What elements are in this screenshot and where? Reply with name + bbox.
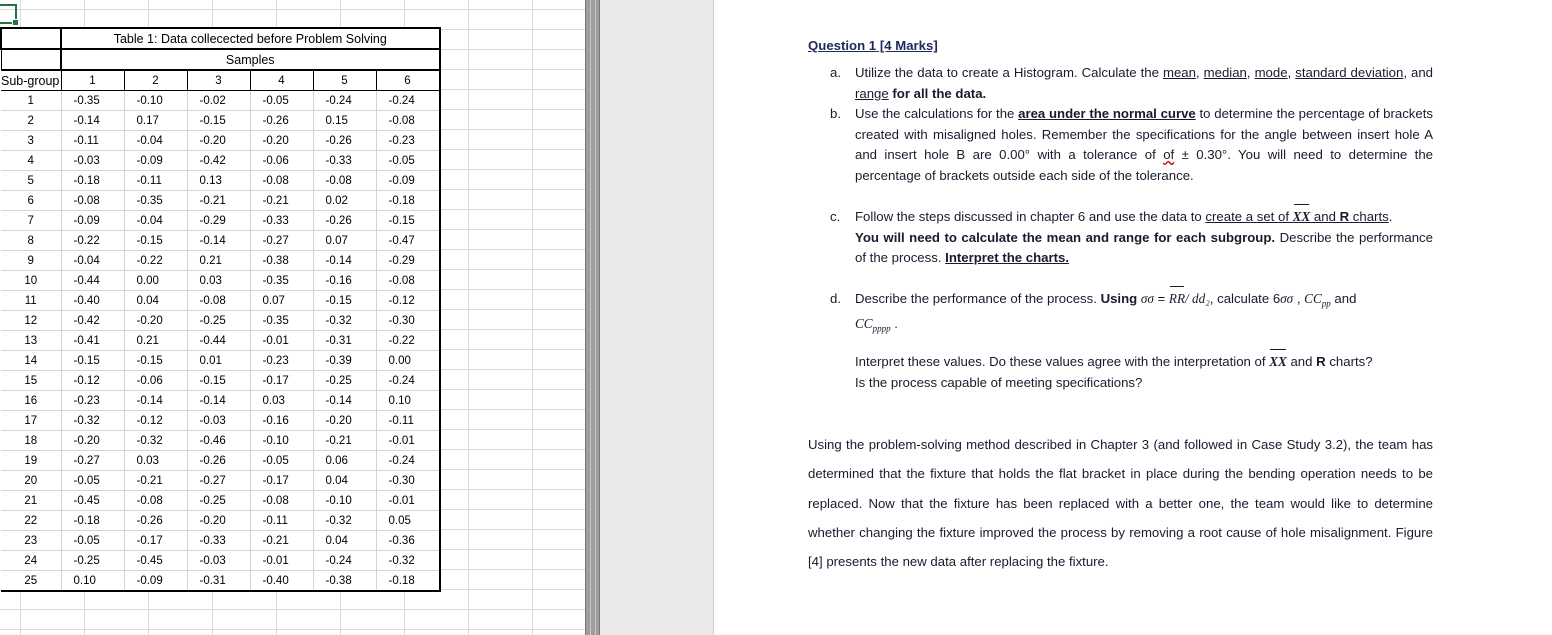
sample-value-cell[interactable]: -0.40 (250, 571, 313, 592)
sample-value-cell[interactable]: -0.31 (187, 571, 250, 592)
samples-header[interactable]: Samples (61, 49, 440, 70)
sample-value-cell[interactable]: -0.15 (61, 351, 124, 371)
sample-value-cell[interactable]: -0.20 (124, 311, 187, 331)
sample-value-cell[interactable]: 0.04 (313, 471, 376, 491)
sample-value-cell[interactable]: -0.05 (61, 471, 124, 491)
sample-value-cell[interactable]: -0.45 (124, 551, 187, 571)
sample-value-cell[interactable]: -0.25 (313, 371, 376, 391)
table-row (1, 511, 440, 531)
sample-value-cell[interactable]: -0.15 (313, 291, 376, 311)
sample-value-cell[interactable]: -0.21 (124, 471, 187, 491)
sample-value-cell[interactable]: -0.22 (124, 251, 187, 271)
sample-value-cell[interactable]: -0.26 (313, 131, 376, 151)
sample-value-cell[interactable]: -0.30 (376, 311, 440, 331)
sample-value-cell[interactable]: -0.42 (61, 311, 124, 331)
sample-value-cell[interactable]: -0.21 (250, 531, 313, 551)
sample-value-cell[interactable]: 0.21 (124, 331, 187, 351)
sample-value-cell[interactable]: -0.05 (61, 531, 124, 551)
sample-value-cell[interactable]: -0.46 (187, 431, 250, 451)
table-row (1, 531, 440, 551)
sample-value-cell[interactable]: -0.29 (187, 211, 250, 231)
sample-value-cell[interactable]: 0.04 (124, 291, 187, 311)
sample-value-cell[interactable]: -0.15 (187, 111, 250, 131)
sample-value-cell[interactable]: 0.00 (376, 351, 440, 371)
case-study-paragraph: Using the problem-solving method described in Chapter 3 (and followed in Case Study 3.2), the team has determined that the fixture that holds the flat bracket in place during the bending operation needs to be replaced. Now that the fixture has been replaced with a better one, the team would like to determine whether changing the fixture improved the process by removing a root cause of hole misalignment. Figure [4] presents the new data after replacing the fixture. (808, 437, 1433, 570)
sample-value-cell[interactable]: 0.06 (313, 451, 376, 471)
sample-value-cell[interactable]: -0.15 (376, 211, 440, 231)
sample-value-cell[interactable]: -0.06 (124, 371, 187, 391)
sample-value-cell[interactable]: 0.07 (313, 231, 376, 251)
sample-value-cell[interactable]: -0.03 (61, 151, 124, 171)
item-a-label: a. (830, 65, 841, 80)
sample-value-cell[interactable]: -0.08 (376, 111, 440, 131)
sample-value-cell[interactable]: -0.20 (313, 411, 376, 431)
blank-cell[interactable] (1, 49, 61, 70)
sample-value-cell[interactable]: -0.10 (313, 491, 376, 511)
sample-value-cell[interactable]: -0.02 (187, 91, 250, 111)
subgroup-number-cell[interactable]: 17 (1, 411, 61, 431)
sample-value-cell[interactable]: -0.26 (187, 451, 250, 471)
sample-value-cell[interactable]: -0.23 (250, 351, 313, 371)
sample-value-cell[interactable]: -0.21 (250, 191, 313, 211)
sample-number-header[interactable]: 1 (61, 70, 124, 91)
sample-value-cell[interactable]: -0.11 (376, 411, 440, 431)
sample-value-cell[interactable]: -0.09 (124, 571, 187, 592)
interpret-text: Interpret these values. Do these values agree with the interpretation of XX and R charts? Is the process capable of meeting specifications? (855, 354, 1373, 390)
subgroup-number-cell[interactable]: 15 (1, 371, 61, 391)
subgroup-number-cell[interactable]: 1 (1, 91, 61, 111)
sample-value-cell[interactable]: -0.32 (61, 411, 124, 431)
pane-splitter[interactable] (585, 0, 600, 635)
table-row (1, 571, 440, 592)
sample-value-cell[interactable]: -0.08 (61, 191, 124, 211)
sample-value-cell[interactable]: -0.14 (61, 111, 124, 131)
table-row (1, 291, 440, 311)
sample-value-cell[interactable]: -0.10 (250, 431, 313, 451)
table-row (1, 371, 440, 391)
sample-value-cell[interactable]: -0.08 (187, 291, 250, 311)
sample-value-cell[interactable]: -0.14 (313, 391, 376, 411)
sample-value-cell[interactable]: -0.44 (187, 331, 250, 351)
sample-value-cell[interactable]: -0.33 (313, 151, 376, 171)
sample-value-cell[interactable]: -0.09 (124, 151, 187, 171)
sample-value-cell[interactable]: 0.13 (187, 171, 250, 191)
sample-value-cell[interactable]: 0.03 (187, 271, 250, 291)
table-row (1, 171, 440, 191)
sample-value-cell[interactable]: -0.20 (61, 431, 124, 451)
sample-value-cell[interactable]: -0.06 (250, 151, 313, 171)
sample-value-cell[interactable]: -0.20 (187, 131, 250, 151)
item-b: b. Use the calculations for the area under the normal curve to determine the percentage of brackets created with misaligned holes. Remember the specifications for the angle between insert hole A and insert hole B are 0.00° with a tolerance of of ± 0.30°. You will need to determine the percentage of brackets outside each side of the tolerance. (830, 106, 1433, 183)
item-a: a. Utilize the data to create a Histogram. Calculate the mean, median, mode, standard deviation, and range for all the data. (830, 65, 1434, 101)
sample-value-cell[interactable]: -0.40 (61, 291, 124, 311)
table-row (1, 551, 440, 571)
table-row (1, 391, 440, 411)
sample-value-cell[interactable]: -0.17 (250, 471, 313, 491)
sample-value-cell[interactable]: -0.32 (376, 551, 440, 571)
sample-value-cell[interactable]: -0.33 (187, 531, 250, 551)
sample-value-cell[interactable]: -0.15 (124, 231, 187, 251)
sample-value-cell[interactable]: -0.42 (187, 151, 250, 171)
sample-value-cell[interactable]: -0.04 (61, 251, 124, 271)
sample-value-cell[interactable]: -0.21 (187, 191, 250, 211)
table-row (1, 231, 440, 251)
sample-value-cell[interactable]: -0.05 (250, 451, 313, 471)
subgroup-number-cell[interactable]: 20 (1, 471, 61, 491)
sample-value-cell[interactable]: -0.16 (250, 411, 313, 431)
sample-value-cell[interactable]: -0.35 (61, 91, 124, 111)
sample-value-cell[interactable]: -0.27 (250, 231, 313, 251)
sample-value-cell[interactable]: -0.09 (61, 211, 124, 231)
sample-value-cell[interactable]: -0.18 (376, 571, 440, 592)
sample-value-cell[interactable]: -0.05 (376, 151, 440, 171)
sample-value-cell[interactable]: -0.32 (313, 311, 376, 331)
sample-value-cell[interactable]: -0.18 (376, 191, 440, 211)
sample-number-header[interactable]: 2 (124, 70, 187, 91)
sample-value-cell[interactable]: -0.04 (124, 131, 187, 151)
table-row (1, 491, 440, 511)
sample-value-cell[interactable]: -0.08 (250, 491, 313, 511)
sample-value-cell[interactable]: -0.14 (124, 391, 187, 411)
sample-value-cell[interactable]: -0.11 (61, 131, 124, 151)
sample-value-cell[interactable]: -0.03 (187, 411, 250, 431)
table-row (1, 151, 440, 171)
table-row (1, 271, 440, 291)
table-row (1, 331, 440, 351)
sample-value-cell[interactable]: -0.27 (61, 451, 124, 471)
sample-value-cell[interactable]: 0.10 (376, 391, 440, 411)
sample-value-cell[interactable]: -0.44 (61, 271, 124, 291)
sample-value-cell[interactable]: -0.26 (124, 511, 187, 531)
sample-value-cell[interactable]: -0.27 (187, 471, 250, 491)
item-b-label: b. (830, 106, 841, 121)
sample-value-cell[interactable]: -0.18 (61, 511, 124, 531)
sample-value-cell[interactable]: -0.35 (124, 191, 187, 211)
subgroup-number-cell[interactable]: 16 (1, 391, 61, 411)
sample-value-cell[interactable]: -0.25 (187, 491, 250, 511)
subgroup-number-cell[interactable]: 24 (1, 551, 61, 571)
sample-value-cell[interactable]: 0.01 (187, 351, 250, 371)
subgroup-header[interactable]: Sub-group (1, 70, 61, 91)
sample-value-cell[interactable]: -0.14 (313, 251, 376, 271)
item-c: c. Follow the steps discussed in chapter 6 and use the data to create a set of XX and R charts. You will need to calculate the mean and range for each subgroup. Describe the performance of the process. Interpret the charts. (830, 209, 1433, 265)
sample-number-header[interactable]: 3 (187, 70, 250, 91)
subgroup-number-cell[interactable]: 6 (1, 191, 61, 211)
sample-value-cell[interactable]: -0.18 (61, 171, 124, 191)
item-d: d. Describe the performance of the process. Using σσ = RR/ dd₂, calculate 6σσ , $CC_{pp}$ and $CC_{pppp}$ . (830, 291, 1357, 334)
subgroup-number-cell[interactable]: 3 (1, 131, 61, 151)
sample-value-cell[interactable]: 0.02 (313, 191, 376, 211)
sample-number-header[interactable]: 6 (376, 70, 440, 91)
item-d-label: d. (830, 291, 841, 306)
sample-value-cell[interactable]: -0.29 (376, 251, 440, 271)
table-row (1, 91, 440, 111)
sample-value-cell[interactable]: -0.08 (124, 491, 187, 511)
sample-value-cell[interactable]: -0.26 (313, 211, 376, 231)
subgroup-number-cell[interactable]: 7 (1, 211, 61, 231)
subgroup-number-cell[interactable]: 2 (1, 111, 61, 131)
sample-value-cell[interactable]: -0.03 (187, 551, 250, 571)
sample-value-cell[interactable]: 0.03 (124, 451, 187, 471)
subgroup-number-cell[interactable]: 10 (1, 271, 61, 291)
sample-value-cell[interactable]: -0.01 (376, 431, 440, 451)
subgroup-number-cell[interactable]: 12 (1, 311, 61, 331)
sample-value-cell[interactable]: -0.11 (250, 511, 313, 531)
sample-value-cell[interactable]: 0.17 (124, 111, 187, 131)
sample-value-cell[interactable]: -0.32 (313, 511, 376, 531)
question-title: Question 1 [4 Marks] (808, 38, 938, 53)
sample-value-cell[interactable]: -0.15 (124, 351, 187, 371)
sample-value-cell[interactable]: -0.08 (313, 171, 376, 191)
table-row (1, 351, 440, 371)
sample-value-cell[interactable]: 0.15 (313, 111, 376, 131)
sample-value-cell[interactable]: -0.25 (187, 311, 250, 331)
sample-value-cell[interactable]: -0.24 (376, 91, 440, 111)
sample-value-cell[interactable]: -0.35 (250, 311, 313, 331)
sample-value-cell[interactable]: 0.00 (124, 271, 187, 291)
table-row (1, 251, 440, 271)
table-row (1, 211, 440, 231)
subgroup-number-cell[interactable]: 14 (1, 351, 61, 371)
sample-value-cell[interactable]: -0.24 (313, 91, 376, 111)
sample-number-header[interactable]: 5 (313, 70, 376, 91)
subgroup-number-cell[interactable]: 18 (1, 431, 61, 451)
table-row (1, 471, 440, 491)
subgroup-number-cell[interactable]: 25 (1, 571, 61, 592)
sample-number-header[interactable]: 4 (250, 70, 313, 91)
table-row (1, 111, 440, 131)
spreadsheet-pane[interactable] (0, 0, 585, 635)
sample-value-cell[interactable]: -0.17 (250, 371, 313, 391)
sample-value-cell[interactable]: -0.31 (313, 331, 376, 351)
sample-value-cell[interactable]: -0.01 (376, 491, 440, 511)
sample-value-cell[interactable]: -0.11 (124, 171, 187, 191)
sample-value-cell[interactable]: -0.12 (376, 291, 440, 311)
sample-value-cell[interactable]: -0.08 (376, 271, 440, 291)
subgroup-number-cell[interactable]: 19 (1, 451, 61, 471)
sample-value-cell[interactable]: -0.22 (376, 331, 440, 351)
subgroup-number-cell[interactable]: 23 (1, 531, 61, 551)
sample-value-cell[interactable]: -0.36 (376, 531, 440, 551)
sample-value-cell[interactable]: 0.07 (250, 291, 313, 311)
sample-value-cell[interactable]: -0.21 (313, 431, 376, 451)
sample-value-cell[interactable]: -0.33 (250, 211, 313, 231)
sample-value-cell[interactable]: -0.15 (187, 371, 250, 391)
sample-value-cell[interactable]: -0.24 (376, 371, 440, 391)
sample-value-cell[interactable]: -0.17 (124, 531, 187, 551)
table-row (1, 191, 440, 211)
data-table (0, 27, 441, 592)
sample-value-cell[interactable]: 0.10 (61, 571, 124, 592)
sample-value-cell[interactable]: -0.47 (376, 231, 440, 251)
sample-value-cell[interactable]: -0.10 (124, 91, 187, 111)
subgroup-number-cell[interactable]: 8 (1, 231, 61, 251)
sample-value-cell[interactable]: -0.45 (61, 491, 124, 511)
sample-value-cell[interactable]: -0.35 (250, 271, 313, 291)
sample-value-cell[interactable]: 0.21 (187, 251, 250, 271)
sample-value-cell[interactable]: 0.03 (250, 391, 313, 411)
subgroup-number-cell[interactable]: 5 (1, 171, 61, 191)
table-row (1, 131, 440, 151)
sample-value-cell[interactable]: -0.41 (61, 331, 124, 351)
sample-value-cell[interactable]: -0.38 (250, 251, 313, 271)
sample-value-cell[interactable]: -0.12 (61, 371, 124, 391)
subgroup-number-cell[interactable]: 9 (1, 251, 61, 271)
sample-value-cell[interactable]: -0.23 (61, 391, 124, 411)
table-title[interactable]: Table 1: Data collecected before Problem Solving (61, 28, 440, 49)
sample-value-cell[interactable]: -0.22 (61, 231, 124, 251)
active-cell-selection[interactable] (0, 4, 17, 24)
subgroup-number-cell[interactable]: 4 (1, 151, 61, 171)
sample-value-cell[interactable]: -0.32 (124, 431, 187, 451)
subgroup-number-cell[interactable]: 21 (1, 491, 61, 511)
sample-value-cell[interactable]: -0.04 (124, 211, 187, 231)
subgroup-number-cell[interactable]: 13 (1, 331, 61, 351)
sample-value-cell[interactable]: 0.05 (376, 511, 440, 531)
sample-value-cell[interactable]: -0.09 (376, 171, 440, 191)
sample-value-cell[interactable]: -0.20 (250, 131, 313, 151)
table-row (1, 431, 440, 451)
sample-value-cell[interactable]: -0.39 (313, 351, 376, 371)
sample-value-cell[interactable]: -0.23 (376, 131, 440, 151)
sample-value-cell[interactable]: -0.24 (313, 551, 376, 571)
sample-value-cell[interactable]: -0.20 (187, 511, 250, 531)
table-row (1, 311, 440, 331)
blank-cell[interactable] (1, 28, 61, 49)
sample-value-cell[interactable]: -0.01 (250, 551, 313, 571)
sample-value-cell[interactable]: -0.12 (124, 411, 187, 431)
sample-value-cell[interactable]: 0.04 (313, 531, 376, 551)
sample-value-cell[interactable]: -0.25 (61, 551, 124, 571)
item-c-label: c. (830, 209, 841, 224)
sample-value-cell[interactable]: -0.24 (376, 451, 440, 471)
subgroup-number-cell[interactable]: 22 (1, 511, 61, 531)
sample-value-cell[interactable]: -0.05 (250, 91, 313, 111)
sample-value-cell[interactable]: -0.01 (250, 331, 313, 351)
sample-value-cell[interactable]: -0.14 (187, 391, 250, 411)
table-row (1, 411, 440, 431)
subgroup-number-cell[interactable]: 11 (1, 291, 61, 311)
sample-value-cell[interactable]: -0.08 (250, 171, 313, 191)
sample-value-cell[interactable]: -0.14 (187, 231, 250, 251)
sample-value-cell[interactable]: -0.26 (250, 111, 313, 131)
table-row (1, 451, 440, 471)
sample-value-cell[interactable]: -0.38 (313, 571, 376, 592)
sample-value-cell[interactable]: -0.30 (376, 471, 440, 491)
sample-value-cell[interactable]: -0.16 (313, 271, 376, 291)
